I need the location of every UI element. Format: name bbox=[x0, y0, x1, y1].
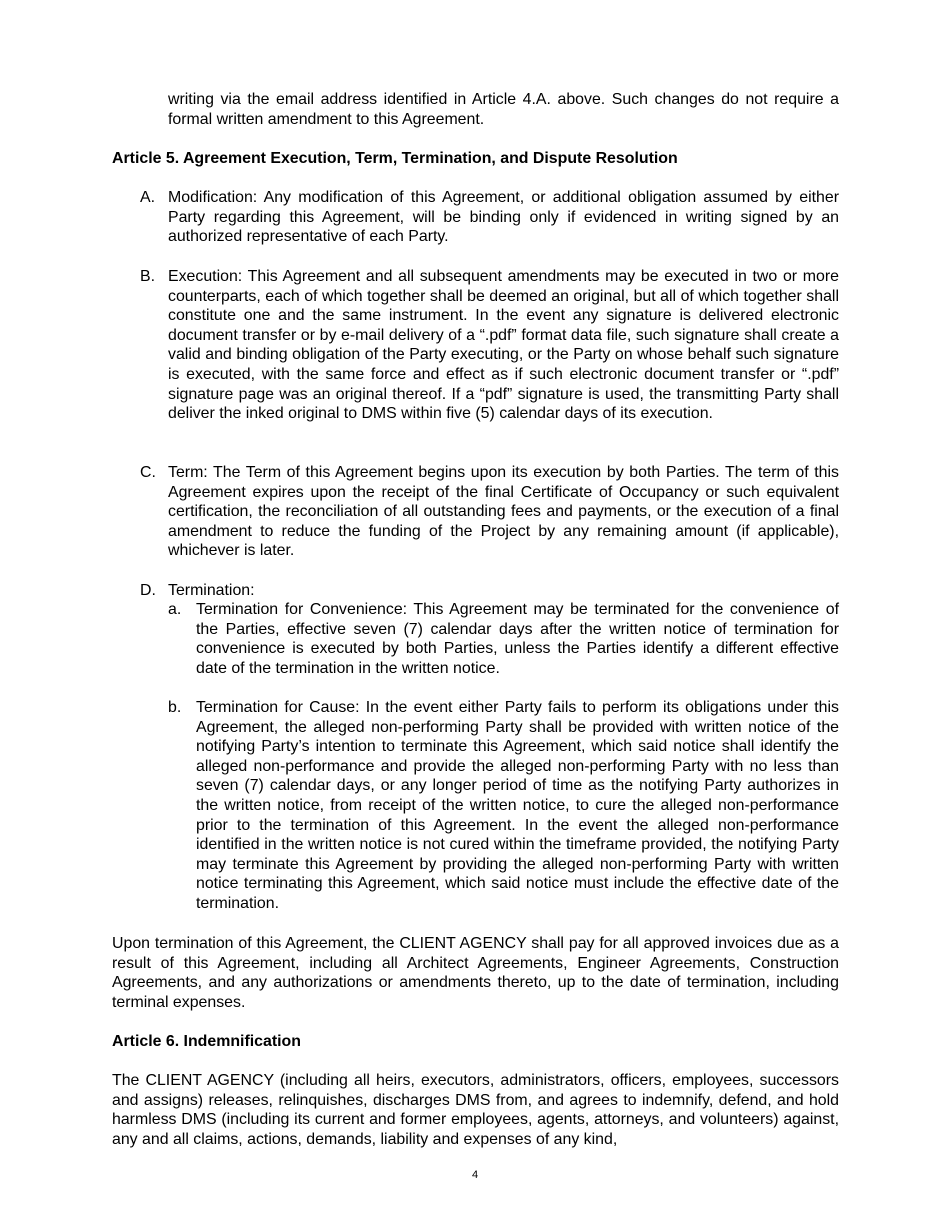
item-b-execution: Execution: This Agreement and all subsequent amendments may be executed in two or more counterparts, each of which together shall be deemed an original, but all of which together shall constitute one and the same instrument. In the event any signature is delivered electronic document transfer or by e-mail delivery of a “.pdf” format data file, such signature shall create a valid and binding obligation of the Party executing, or the Party on whose behalf such signature is executed, with the same force and effect as if such electronic document transfer or “.pdf” signature page was an original thereof. If a “pdf” signature is used, the transmitting Party shall deliver the inked original to DMS within five (5) calendar days of its execution. bbox=[168, 268, 839, 423]
article-6-heading: Article 6. Indemnification bbox=[112, 1033, 301, 1050]
article-5-heading: Article 5. Agreement Execution, Term, Termination, and Dispute Resolution bbox=[112, 150, 678, 167]
subitem-a-label: a. bbox=[168, 601, 182, 618]
subitem-b-label: b. bbox=[168, 699, 182, 716]
subitem-a-convenience: Termination for Convenience: This Agreement may be terminated for the convenience of the Parties, effective seven (7) calendar days after the written notice of termination for convenience is executed by both Parties, unless the Parties identify a different effective date of the termination in the written notice. bbox=[196, 601, 839, 677]
item-d-label: D. bbox=[140, 582, 156, 599]
item-c-label: C. bbox=[140, 464, 156, 481]
continuation-paragraph: writing via the email address identified in Article 4.A. above. Such changes do not require a formal written amendment to this Agreement. bbox=[168, 91, 839, 128]
item-a-modification: Modification: Any modification of this Agreement, or additional obligation assumed by either Party regarding this Agreement, will be binding only if evidenced in writing signed by an authorized representative of each Party. bbox=[168, 189, 839, 246]
termination-payment-paragraph: Upon termination of this Agreement, the CLIENT AGENCY shall pay for all approved invoices due as a result of this Agreement, including all Architect Agreements, Engineer Agreements, Construction Agreements, and any authorizations or amendments thereto, up to the date of termination, including terminal expenses. bbox=[112, 935, 839, 1011]
item-d-termination: Termination: bbox=[168, 582, 255, 599]
item-b-label: B. bbox=[140, 268, 156, 285]
subitem-b-cause: Termination for Cause: In the event either Party fails to perform its obligations under this Agreement, the alleged non-performing Party shall be provided with written notice of the notifying Party’s intention to terminate this Agreement, which said notice shall identify the alleged non-performance and provide the alleged non-performing Party with no less than seven (7) calendar days, or any longer period of time as the notifying Party authorizes in the written notice, from receipt of the written notice, to cure the alleged non-performance prior to the termination of this Agreement. In the event the alleged non-performance identified in the written notice is not cured within the timeframe provided, the notifying Party may terminate this Agreement by providing the alleged non-performing Party with written notice terminating this Agreement, which said notice must include the effective date of the termination. bbox=[196, 699, 839, 912]
page-number: 4 bbox=[471, 1169, 479, 1181]
indemnification-paragraph: The CLIENT AGENCY (including all heirs, executors, administrators, officers, employees, successors and assigns) releases, relinquishes, discharges DMS from, and agrees to indemnify, defend, and hold harmless DMS (including its current and former employees, agents, attorneys, and volunteers) against, any and all claims, actions, demands, liability and expenses of any kind, bbox=[112, 1072, 839, 1148]
item-a-label: A. bbox=[140, 189, 156, 206]
item-c-term: Term: The Term of this Agreement begins upon its execution by both Parties. The term of this Agreement expires upon the receipt of the final Certificate of Occupancy or such equivalent certification, the reconciliation of all outstanding fees and payments, or the execution of a final amendment to reduce the funding of the Project by any remaining amount (if applicable), whichever is later. bbox=[168, 464, 839, 560]
